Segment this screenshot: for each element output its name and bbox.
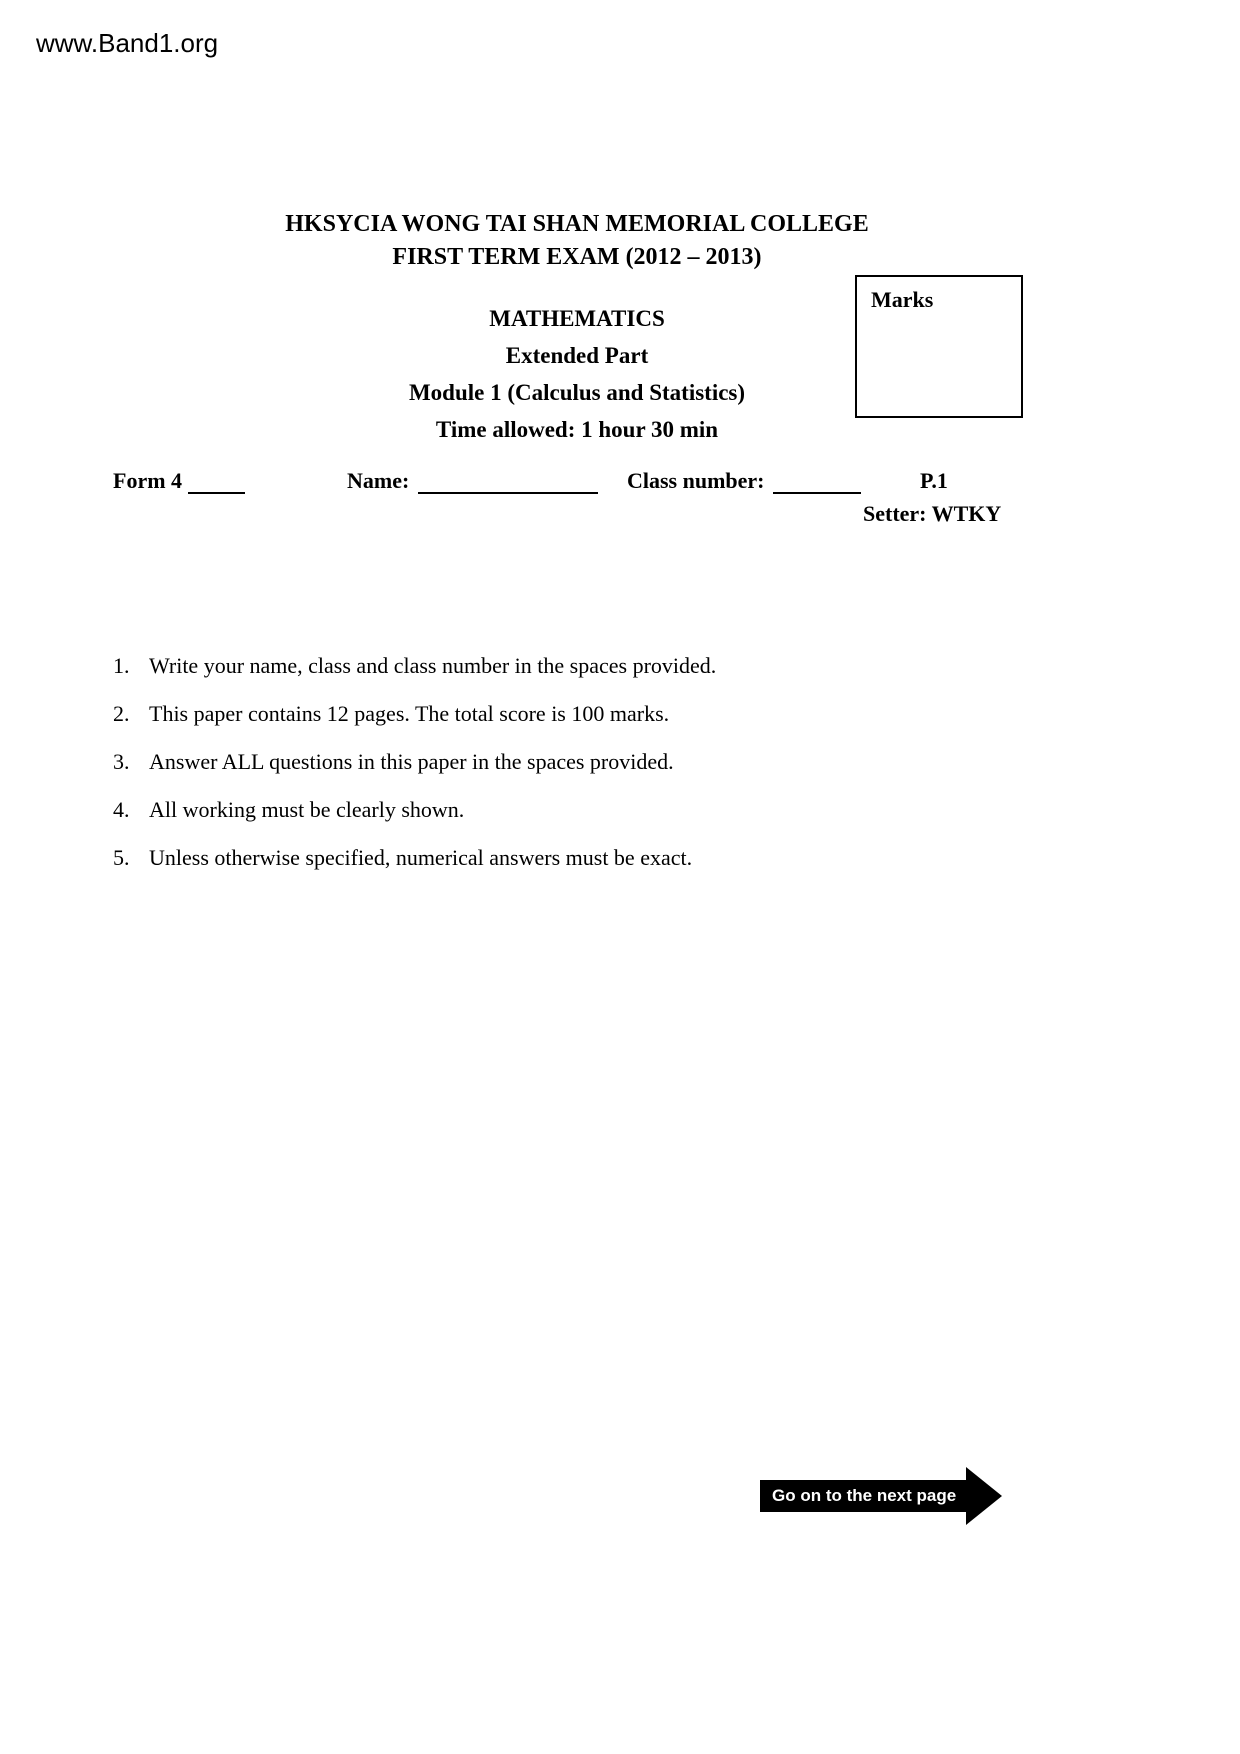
marks-label: Marks xyxy=(871,287,934,312)
name-blank-field xyxy=(418,472,598,494)
time-allowed: Time allowed: 1 hour 30 min xyxy=(435,417,719,442)
instruction-item xyxy=(113,796,1013,823)
instruction-text: Answer ALL questions in this paper in the spaces provided. xyxy=(149,749,674,774)
instruction-text: Write your name, class and class number in the spaces provided. xyxy=(149,653,717,678)
form-blank-field xyxy=(188,472,245,494)
college-name: HKSYCIA WONG TAI SHAN MEMORIAL COLLEGE xyxy=(285,211,869,237)
instruction-item xyxy=(113,652,1013,679)
class-number-label: Class number: xyxy=(627,468,765,493)
class-number-blank-field xyxy=(773,472,861,494)
instruction-number: 3. xyxy=(113,749,130,774)
subject-name: MATHEMATICS xyxy=(489,306,665,331)
module-name: Module 1 (Calculus and Statistics) xyxy=(408,380,746,405)
instruction-number: 1. xyxy=(113,653,130,678)
instruction-text: Unless otherwise specified, numerical answers must be exact. xyxy=(149,845,693,870)
instruction-number: 5. xyxy=(113,845,130,870)
marks-box xyxy=(855,275,1023,418)
site-watermark: www.Band1.org xyxy=(36,28,219,58)
instruction-item xyxy=(113,700,1013,727)
instructions-list xyxy=(113,652,1013,892)
instruction-item xyxy=(113,748,1013,775)
next-page-label: Go on to the next page xyxy=(760,1480,966,1512)
name-label: Name: xyxy=(347,468,410,493)
instruction-number: 2. xyxy=(113,701,130,726)
right-arrow-icon xyxy=(966,1467,1002,1525)
exam-part: Extended Part xyxy=(505,343,649,368)
page-number: P.1 xyxy=(920,468,948,493)
next-page-banner xyxy=(760,1466,1002,1526)
instruction-text: This paper contains 12 pages. The total score is 100 marks. xyxy=(149,701,670,726)
instruction-number: 4. xyxy=(113,797,130,822)
exam-term: FIRST TERM EXAM (2012 – 2013) xyxy=(392,244,762,270)
setter-label: Setter: WTKY xyxy=(863,501,1002,526)
instruction-text: All working must be clearly shown. xyxy=(149,797,465,822)
instruction-item xyxy=(113,844,1013,871)
candidate-info-row xyxy=(0,468,1240,498)
form-label: Form 4 xyxy=(113,468,183,493)
